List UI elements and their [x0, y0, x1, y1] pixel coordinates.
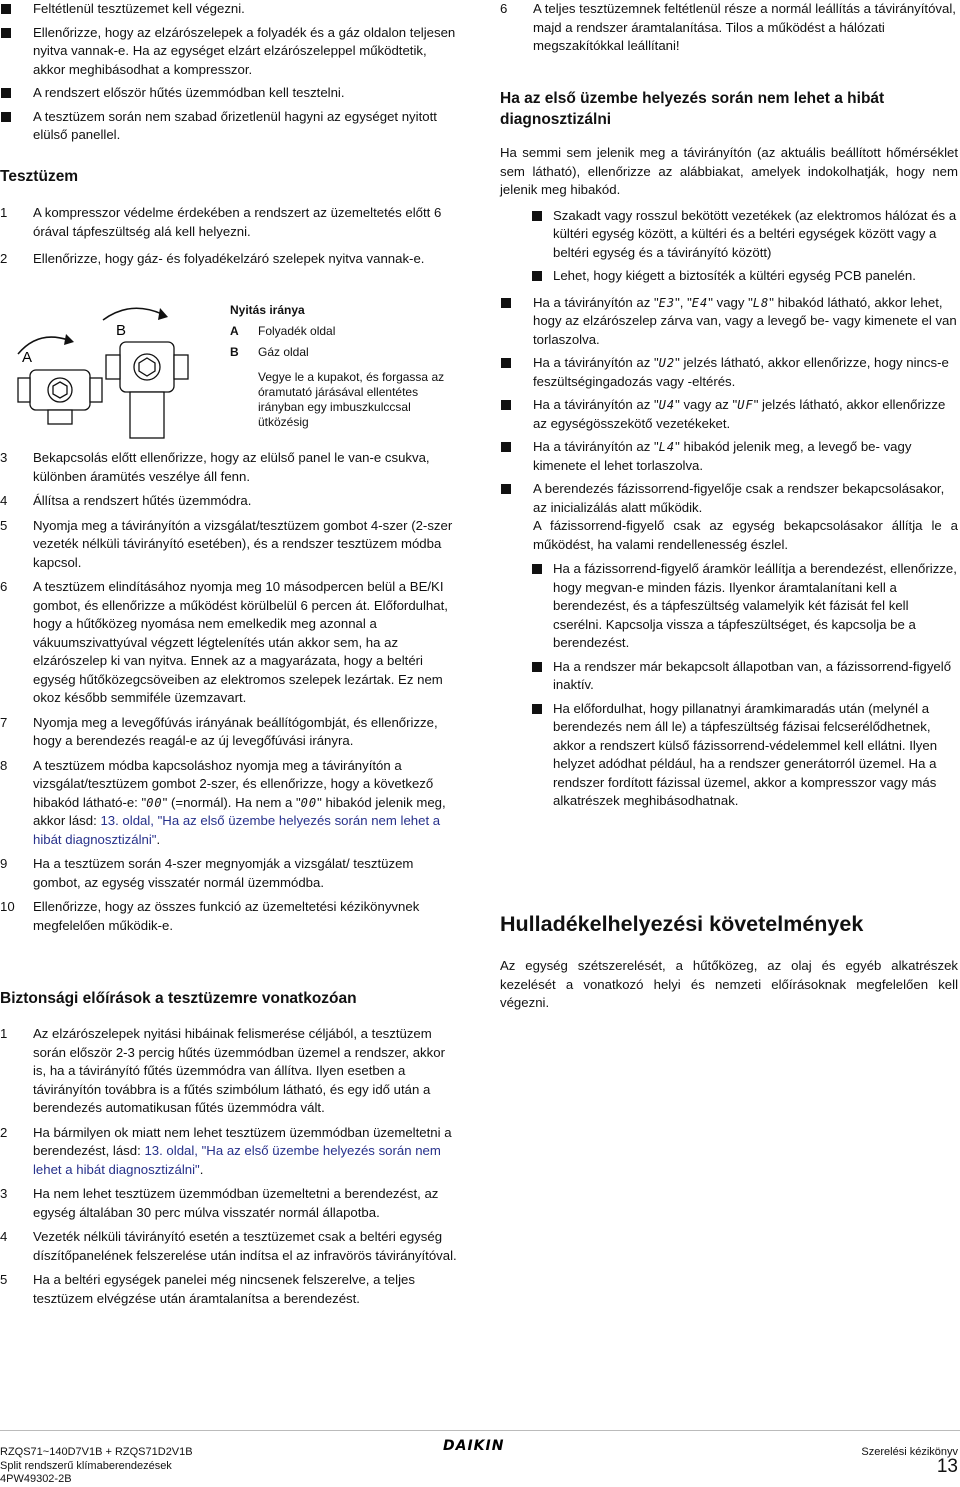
- error-code: 00: [300, 795, 318, 810]
- safety-heading: Biztonsági előírások a tesztüzemre vonatkozóan: [0, 990, 357, 1007]
- step-text: Vezeték nélküli távirányító esetén a tesztüzemet csak a beltéri egység díszítőpanelének felszerelése után indítsa el az infravörös távirányítóval.: [33, 1229, 457, 1263]
- step-number: 3: [0, 1186, 8, 1201]
- error-code: L8: [752, 295, 770, 310]
- caption-note: Vegye le a kupakot, és forgassa az óramutató járásával ellentétes irányban egy imbuszkulccsal ütközésig: [258, 370, 445, 429]
- step-text: Ellenőrizze, hogy az összes funkció az üzemeltetési kézikönyvnek megfelelően működik-e.: [33, 899, 420, 933]
- text-part: Ha a távirányítón az ": [533, 294, 659, 310]
- valve-drawing: [0, 300, 225, 440]
- footer-model: RZQS71~140D7V1B + RZQS71D2V1B: [0, 1446, 193, 1458]
- step-item: [0, 714, 458, 751]
- valve-caption: [230, 303, 460, 430]
- step-text: A kompresszor védelme érdekében a rendszert az üzemeltetés előtt 6 órával tápfeszültség alá kell helyezni.: [33, 205, 442, 239]
- step-item: [0, 757, 458, 850]
- text-part: Ha a távirányítón az ": [533, 439, 659, 454]
- arrow-b-icon: [103, 308, 162, 320]
- valve-label-a: A: [22, 349, 33, 366]
- intro-bullet: A tesztüzem során nem szabad őrizetlenül hagyni az egységet nyitott elülső panellel.: [0, 108, 458, 145]
- step-number: 1: [0, 205, 8, 220]
- step-item: [0, 250, 458, 269]
- step-number: 5: [0, 1272, 8, 1287]
- step-text: Ha nem lehet tesztüzem üzemmódban üzemeltetni a berendezést, az egység általában 30 perc múlva visszatér normál állapotba.: [33, 1186, 439, 1220]
- diagnose-heading: Ha az első üzembe helyezés során nem lehet a hibát diagnosztizálni: [500, 90, 885, 128]
- step-number: 8: [0, 757, 8, 773]
- step-text: A teljes tesztüzemnek feltétlenül része a normál leállítás a távirányítóval, majd a rendszer áramtalanítása. Tilos a működést a hálózati megszakítókkal leállítani!: [533, 1, 956, 53]
- step-text-part: .: [156, 831, 161, 847]
- step-text-part: .: [199, 1161, 204, 1177]
- step-text: [33, 1125, 452, 1177]
- step-number: 9: [0, 856, 8, 871]
- step-number: 4: [0, 493, 8, 508]
- intro-bullet: Feltétlenül tesztüzemet kell végezni.: [0, 0, 458, 19]
- safety-item: [0, 1228, 458, 1265]
- caption-row: [230, 324, 460, 339]
- step-item: [0, 855, 458, 892]
- text-part: " jelzés látható, akkor ellenőrizze, hogy nincs-e feszültségingadozás vagy -eltérés.: [533, 355, 949, 389]
- step-text: Az elzárószelepek nyitási hibáinak felismerése céljából, a tesztüzem során először 2-3 percig hűtés üzemmódban üzemel a rendszer, akkor is, ha a távirányító fűtés üzemmódra van állítva. Ilyen esetben a távirányítón továbbra is a fűtés szimbólum látható, és egy idő után a berendezés automatikusan fűtés üzemmódra vált.: [33, 1026, 445, 1115]
- error-code: E4: [691, 295, 709, 310]
- waste-text: Az egység szétszerelését, a hűtőközeg, az olaj és egyéb alkatrészek kezelését a vonatkozó helyi és nemzeti előírásoknak megfelelően kell végezni.: [500, 958, 958, 1010]
- gas-valve-icon: [106, 342, 188, 438]
- phase-subitem: Ha előfordulhat, hogy pillanatnyi áramkimaradás után (melynél a berendezés nem áll le) a tápfeszültség fázisai felcserélődhetnek, akkor a rendszert külső fázissorrend-védelemmel kell ellátni. Ilyen helyzet adódhat például, ha a rendszer generátorról üzemel. Ha a rendszer fordított fázissal üzemel, akkor a kompresszor vagy más alkatrészek meghibásodhatnak.: [500, 700, 958, 811]
- error-code: 00: [146, 795, 163, 810]
- safety-item: [0, 1025, 458, 1118]
- phase-monitor-item: A berendezés fázissorrend-figyelője csak a rendszer bekapcsolásakor, az inicializálás alatt működik.: [500, 480, 958, 517]
- safety-item: [0, 1271, 458, 1308]
- text-part: " hibakód látható, akkor lehet, hogy az elzárószelep zárva van, vagy a levegő be- vagy kimenete el van torlaszolva.: [533, 294, 957, 347]
- footer-docnum: 4PW49302-2B: [0, 1473, 72, 1485]
- step-item: [0, 204, 458, 241]
- step-text-part: " hibakód jelenik meg, akkor lásd:: [33, 794, 446, 828]
- waste-heading: Hulladékelhelyezési követelmények: [500, 912, 864, 936]
- text-part: Ha a távirányítón az ": [533, 397, 659, 412]
- footer-left: [0, 1446, 193, 1487]
- phase-subitem: Ha a rendszer már bekapcsolt állapotban van, a fázissorrend-figyelő inaktív.: [500, 658, 958, 695]
- daikin-logo: DAIKIN: [443, 1438, 505, 1454]
- error-code-item: [500, 294, 958, 350]
- text-part: " hibakód jelenik meg, a levegő be- vagy kimenete el lehet torlaszolva.: [533, 439, 912, 473]
- step-number: 6: [0, 579, 8, 594]
- caption-value: Folyadék oldal: [258, 324, 336, 338]
- step-text: [33, 758, 446, 847]
- step-item: [0, 578, 458, 708]
- step-text: Ha a beltéri egységek panelei még nincsenek felszerelve, a teljes tesztüzem elvégzése után áramtalanítsa a berendezést.: [33, 1272, 415, 1306]
- caption-key: A: [230, 324, 239, 338]
- error-code-item: [500, 354, 958, 391]
- error-code-item: [500, 396, 958, 433]
- caption-row: [230, 345, 460, 360]
- step-number: 3: [0, 450, 8, 465]
- footer-divider: [0, 1430, 960, 1431]
- safety-item: [0, 1124, 458, 1180]
- step-item: [0, 898, 458, 935]
- step-text: Nyomja meg a távirányítón a vizsgálat/tesztüzem gombot 4-szer (2-szer vezeték nélküli távirányító esetében), és a rendszer tesztüzem módba kapcsol.: [33, 517, 453, 570]
- step-text: Nyomja meg a levegőfúvás irányának beállítógombját, és ellenőrizze, hogy a berendezés reagál-e az új levegőfúvási irányra.: [33, 714, 438, 748]
- phase-subitem: Ha a fázissorrend-figyelő áramkör leállítja a berendezést, ellenőrizze, hogy megvan-e minden fázis. Ilyenkor áramtalanítani kell a berendezést, és a tápfeszültség valamelyik két fázisát fel kell cserélni. Kapcsolja vissza a tápfeszültséget, és kapcsolja be a berendezést.: [500, 560, 958, 653]
- step-item: [500, 0, 958, 56]
- step-text: A tesztüzem elindításához nyomja meg 10 másodpercen belül a BE/KI gombot, és ellenőrizze a működést körülbelül 6 percen át. Előfordulhat, hogy a hűtőközeg nyomása nem emelkedik meg azonnal a vákuumszivattyúval végzett légtelenítés után akkor sem, ha az elzárószelep ki van nyitva. Ennek az a magyarázata, hogy a beltéri egység hűtőközegcsöveiben az elektromos szelepek lezártak. Ez nem okoz később semmiféle üzemzavart.: [33, 579, 448, 705]
- page-reference-link[interactable]: 13. oldal, "Ha az első üzembe helyezés során nem lehet a hibát diagnosztizálni": [33, 1143, 441, 1177]
- step-item: [0, 492, 458, 511]
- step-text: Állítsa a rendszert hűtés üzemmódra.: [33, 493, 252, 508]
- error-code: L4: [658, 440, 676, 454]
- error-code: UF: [737, 398, 754, 412]
- text-part: " vagy az ": [675, 397, 738, 412]
- footer-right: [861, 1446, 958, 1477]
- diagnose-subitem: Lehet, hogy kiégett a biztosíték a kültéri egység PCB panelén.: [500, 267, 958, 286]
- step-text-part: " (=normál). Ha nem a ": [162, 794, 301, 810]
- error-code: E3: [658, 295, 676, 310]
- step-text-part: Ha bármilyen ok miatt nem lehet tesztüzem üzemmódban üzemeltetni a berendezést, lásd:: [33, 1124, 452, 1158]
- text-part: " vagy ": [708, 294, 753, 310]
- error-code: U2: [658, 356, 676, 370]
- text-part: " jelzés látható, akkor ellenőrizze az egységösszekötő vezetékeket.: [533, 397, 946, 431]
- step-number: 5: [0, 517, 8, 533]
- error-code: U4: [658, 398, 676, 412]
- liquid-valve-icon: [18, 370, 102, 424]
- step-number: 1: [0, 1026, 8, 1041]
- text-part: Ha a távirányítón az ": [533, 355, 659, 370]
- page-reference-link[interactable]: 13. oldal, "Ha az első üzembe helyezés során nem lehet a hibát diagnosztizálni": [33, 813, 441, 847]
- tesztuzem-heading: Tesztüzem: [0, 168, 79, 185]
- step-number: 2: [0, 1124, 8, 1140]
- caption-key: B: [230, 345, 239, 359]
- page-number: 13: [936, 1455, 958, 1477]
- error-code-item: [500, 438, 958, 475]
- step-text-part: A tesztüzem módba kapcsoláshoz nyomja meg a távirányítón a vizsgálat/tesztüzem gombot 2-szer, és ellenőrizze, hogy a következő hibakód látható-e: ": [33, 757, 434, 810]
- safety-item: [0, 1185, 458, 1222]
- step-number: 2: [0, 251, 8, 266]
- diagnose-intro: Ha semmi sem jelenik meg a távirányítón (az aktuális beállított hőmérséklet sem látható), ellenőrizze az alábbiakat, amelyek indokolhatják, hogy nem jelenik meg hibakód.: [500, 145, 958, 197]
- diagnose-subitem: Szakadt vagy rosszul bekötött vezetékek (az elektromos hálózat és a kültéri egység között, a kültéri és a beltéri egységek között vagy a beltéri egység és a távirányító között): [500, 207, 958, 263]
- step-text: Ha a tesztüzem során 4-szer megnyomják a vizsgálat/ tesztüzem gombot, az egység visszatér normál üzemmódba.: [33, 856, 414, 890]
- step-number: 10: [0, 899, 15, 914]
- phase-monitor-note: A fázissorrend-figyelő csak az egység bekapcsolásakor állítja le a működést, ha valami rendellenesség észlel.: [533, 518, 958, 552]
- intro-bullet: A rendszert először hűtés üzemmódban kell tesztelni.: [0, 84, 458, 103]
- step-text: Bekapcsolás előtt ellenőrizze, hogy az elülső panel le van-e csukva, különben áramütés veszélye áll fenn.: [33, 450, 430, 484]
- step-item: [0, 449, 458, 486]
- step-number: 7: [0, 714, 8, 730]
- valve-label-b: B: [116, 322, 127, 339]
- caption-value: Gáz oldal: [258, 345, 309, 359]
- step-number: 4: [0, 1229, 8, 1244]
- caption-title: Nyitás iránya: [230, 303, 305, 317]
- intro-bullet: Ellenőrizze, hogy az elzárószelepek a folyadék és a gáz oldalon teljesen nyitva vannak-e. Ha az egységet elzárt elzárószeleppel működtetik, akkor meghibásodhat a kompresszor.: [0, 24, 458, 80]
- text-part: ", ": [675, 294, 692, 310]
- step-item: [0, 517, 458, 573]
- step-text: Ellenőrizze, hogy gáz- és folyadékelzáró szelepek nyitva vannak-e.: [33, 251, 425, 266]
- footer-manual-title: Szerelési kézikönyv: [861, 1446, 958, 1458]
- step-number: 6: [500, 1, 508, 16]
- footer-subtitle: Split rendszerű klímaberendezések: [0, 1459, 172, 1472]
